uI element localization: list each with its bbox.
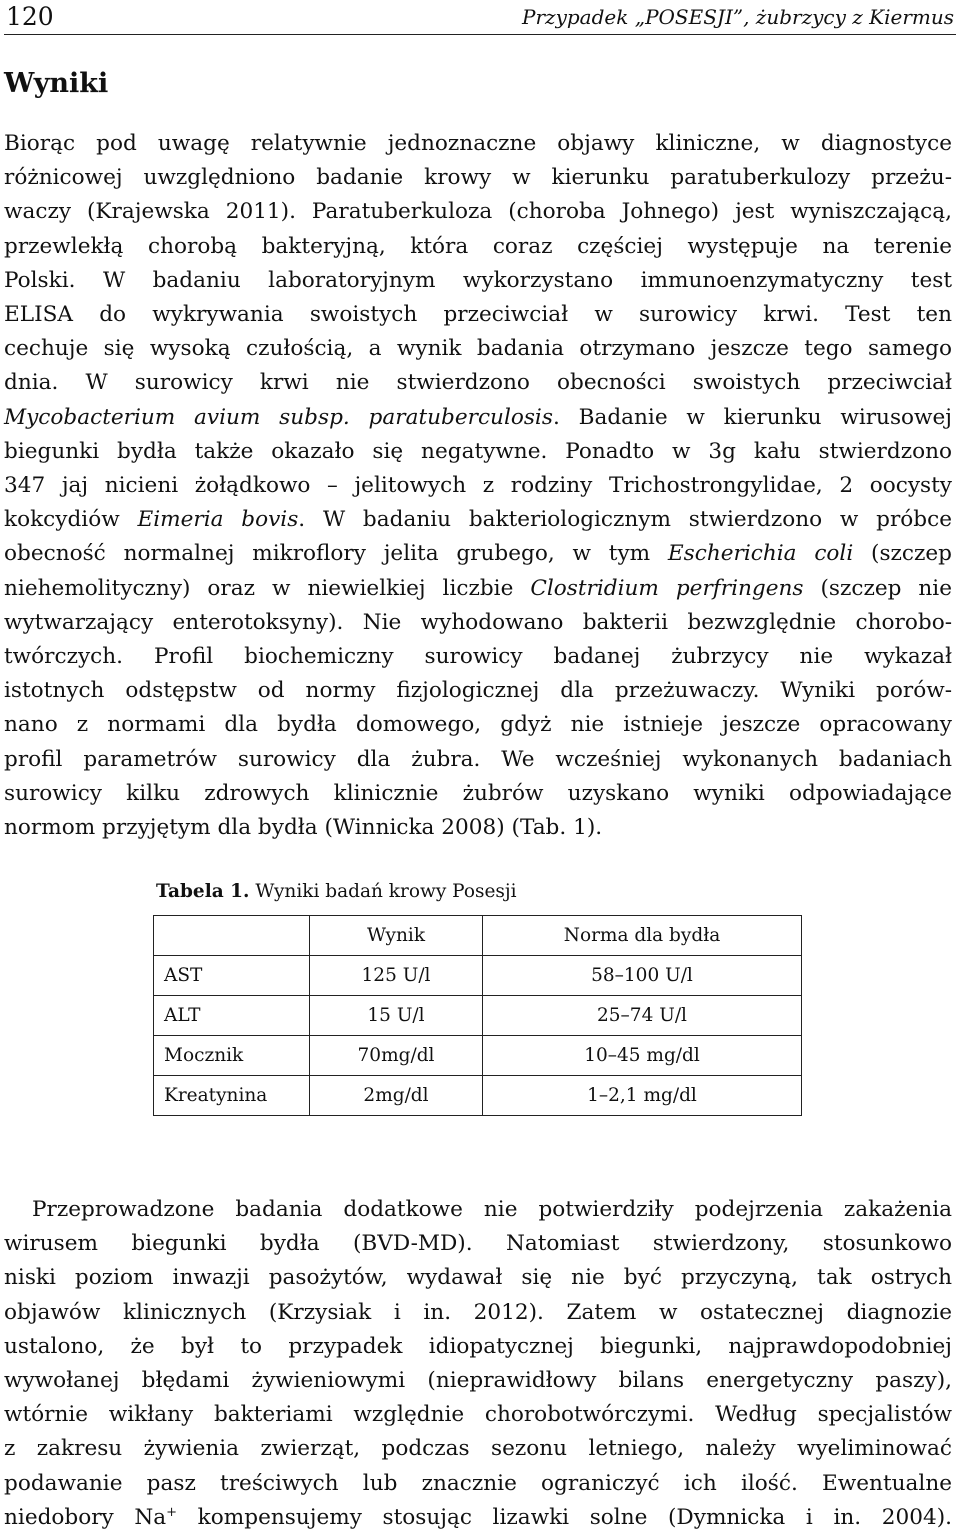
section-heading: Wyniki bbox=[4, 68, 109, 99]
table-cell: Mocznik bbox=[154, 1036, 310, 1076]
table-cell: 125 U/l bbox=[310, 956, 483, 996]
table-row bbox=[154, 956, 802, 996]
text-line: 347 jaj nicieni żołądkowo – jelitowych z rodziny Trichostrongylidae, 2 oocysty bbox=[4, 473, 952, 499]
text-line: nano z normami dla bydła domowego, gdyż nie istnieje jeszcze opracowany bbox=[4, 712, 952, 738]
caption-text: Wyniki badań krowy Posesji bbox=[249, 881, 517, 902]
text-line: różnicowej uwzględniono badanie krowy w kierunku paratuberkulozy przeżu- bbox=[4, 165, 952, 191]
text-line: ustalono, że był to przypadek idiopatycznej biegunki, najprawdopodobniej bbox=[4, 1333, 952, 1359]
table-cell: 70mg/dl bbox=[310, 1036, 483, 1076]
text-line: wywołanej błędami żywieniowymi (nieprawidłowy bilans energetyczny paszy), bbox=[4, 1368, 952, 1394]
text-line: objawów klinicznych (Krzysiak i in. 2012). Zatem w ostatecznej diagnozie bbox=[4, 1299, 952, 1325]
text-line: przewlekłą chorobą bakteryjną, która coraz częściej występuje na terenie bbox=[4, 233, 952, 259]
text-line: istotnych odstępstw od normy fizjologicznej dla przeżuwaczy. Wyniki porów- bbox=[4, 678, 952, 704]
text-line: Biorąc pod uwagę relatywnie jednoznaczne objawy kliniczne, w diagnostyce bbox=[4, 131, 952, 156]
caption-label: Tabela 1. bbox=[156, 881, 250, 902]
table-cell: Kreatynina bbox=[154, 1076, 310, 1116]
table-cell: 15 U/l bbox=[310, 996, 483, 1036]
header-cell bbox=[154, 916, 310, 956]
text-line: Polski. W badaniu laboratoryjnym wykorzystano immunoenzymatyczny test bbox=[4, 267, 952, 293]
text-line: z zakresu żywienia zwierząt, podczas sezonu letniego, należy wyeliminować bbox=[4, 1436, 952, 1462]
table-cell: 10–45 mg/dl bbox=[483, 1036, 802, 1076]
results-paragraph bbox=[4, 127, 952, 845]
text-line: twórczych. Profil biochemiczny surowicy badanej żubrzycy nie wykazał bbox=[4, 644, 952, 670]
diagnosis-paragraph bbox=[4, 1193, 952, 1535]
text-line: wirusem biegunki bydła (BVD-MD). Natomiast stwierdzony, stosunkowo bbox=[4, 1231, 952, 1257]
text-line: Przeprowadzone badania dodatkowe nie potwierdziły podejrzenia zakażenia bbox=[32, 1197, 952, 1222]
text-fragment: . W badaniu bakteriologicznym stwierdzono w próbce bbox=[298, 507, 953, 533]
text-fragment: niedobory Na bbox=[4, 1504, 167, 1530]
header-cell: Wynik bbox=[310, 916, 483, 956]
text-line bbox=[4, 503, 952, 537]
superscript: + bbox=[166, 1504, 178, 1520]
table-cell: 58–100 U/l bbox=[483, 956, 802, 996]
text-line: cechuje się wysoką czułością, a wynik badania otrzymano jeszcze tego samego bbox=[4, 336, 952, 362]
species-name: Mycobacterium avium subsp. paratuberculosis bbox=[4, 404, 553, 430]
species-name: Escherichia coli bbox=[667, 541, 854, 567]
header-cell: Norma dla bydła bbox=[483, 916, 802, 956]
table-row bbox=[154, 1076, 802, 1116]
table-cell: 2mg/dl bbox=[310, 1076, 483, 1116]
text-line bbox=[4, 537, 952, 571]
text-line: wtórnie wikłany bakteriami względnie chorobotwórczymi. Według specjalistów bbox=[4, 1402, 952, 1428]
page-number: 120 bbox=[6, 2, 54, 31]
text-line: dnia. W surowicy krwi nie stwierdzono obecności swoistych przeciwciał bbox=[4, 370, 952, 396]
table-row bbox=[154, 996, 802, 1036]
table-cell: 25–74 U/l bbox=[483, 996, 802, 1036]
text-line: biegunki bydła także okazało się negatywne. Ponadto w 3g kału stwierdzono bbox=[4, 438, 952, 464]
text-line: waczy (Krajewska 2011). Paratuberkuloza (choroba Johnego) jest wyniszczającą, bbox=[4, 199, 952, 225]
text-fragment: kokcydiów bbox=[4, 507, 138, 533]
table-caption bbox=[156, 881, 517, 902]
table-cell: ALT bbox=[154, 996, 310, 1036]
text-line: ELISA do wykrywania swoistych przeciwciał w surowicy krwi. Test ten bbox=[4, 302, 952, 328]
running-title: Przypadek „POSESJI”, żubrzycy z Kiermus bbox=[522, 5, 954, 29]
text-fragment: (szczep nie bbox=[803, 575, 952, 601]
text-line: niski poziom inwazji pasożytów, wydawał się nie być przyczyną, tak ostrych bbox=[4, 1265, 952, 1291]
text-line bbox=[4, 572, 952, 606]
text-line: podawanie pasz treściwych lub znacznie ograniczyć ich ilość. Ewentualne bbox=[4, 1470, 952, 1496]
page-header bbox=[4, 0, 956, 35]
table-row bbox=[154, 1036, 802, 1076]
results-table bbox=[153, 915, 802, 1116]
text-fragment: obecność normalnej mikroflory jelita grubego, w tym bbox=[4, 541, 668, 567]
text-line: profil parametrów surowicy dla żubra. We wcześniej wykonanych badaniach bbox=[4, 746, 952, 772]
text-fragment: (szczep bbox=[853, 541, 952, 567]
species-name: Clostridium perfringens bbox=[530, 575, 804, 601]
text-line: wytwarzający enterotoksyny). Nie wyhodowano bakterii bezwzględnie chorobo- bbox=[4, 609, 952, 635]
text-line bbox=[4, 401, 952, 435]
text-fragment: niehemolityczny) oraz w niewielkiej liczbie bbox=[4, 575, 531, 601]
species-name: Eimeria bovis bbox=[137, 507, 299, 533]
text-line bbox=[4, 1501, 952, 1535]
table-header-row bbox=[154, 916, 802, 956]
table-cell: 1–2,1 mg/dl bbox=[483, 1076, 802, 1116]
table-cell: AST bbox=[154, 956, 310, 996]
text-line: surowicy kilku zdrowych klinicznie żubrów uzyskano wyniki odpowiadające bbox=[4, 780, 952, 806]
text-line: normom przyjętym dla bydła (Winnicka 2008) (Tab. 1). bbox=[4, 815, 603, 841]
text-fragment: kompensujemy stosując lizawki solne (Dymnicka i in. 2004). bbox=[177, 1504, 952, 1530]
text-fragment: . Badanie w kierunku wirusowej bbox=[552, 404, 952, 430]
